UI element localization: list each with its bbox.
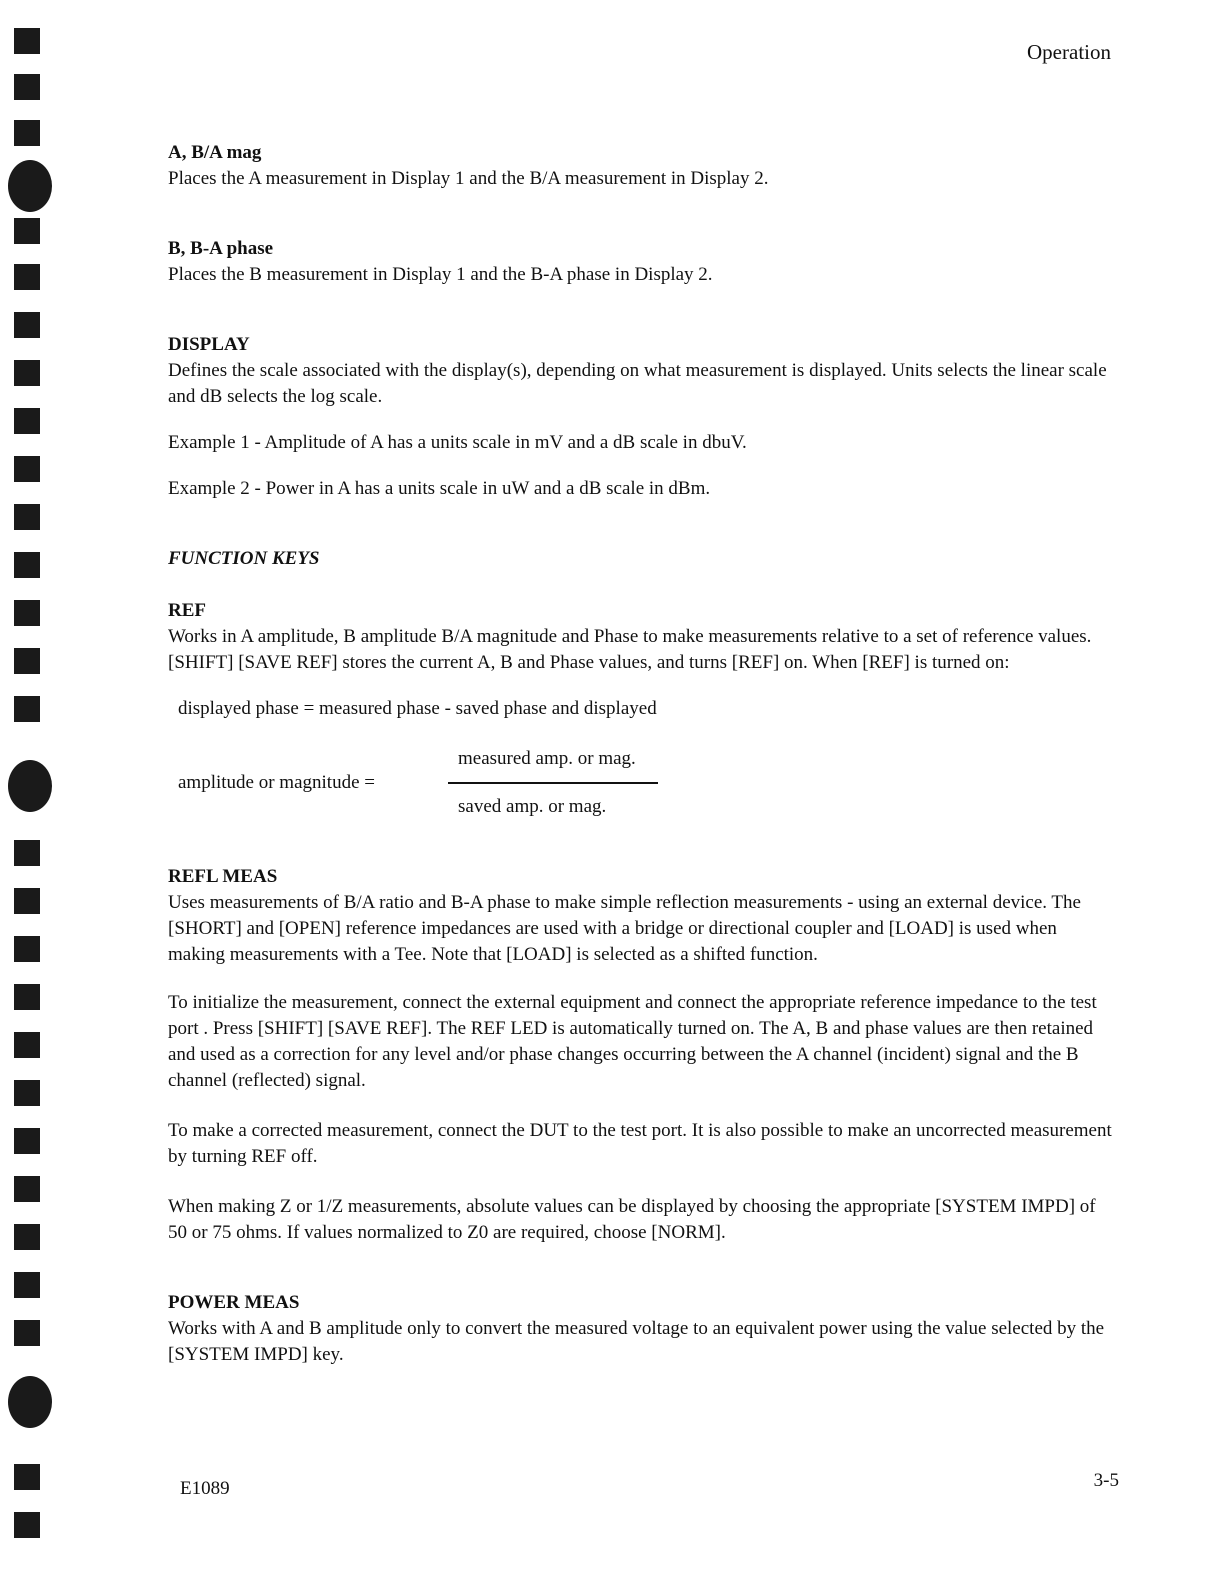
section-title: DISPLAY [168,334,250,355]
binder-mark [14,408,40,434]
binder-mark [14,504,40,530]
section-title: A, B/A mag [168,142,262,163]
binder-mark [14,1512,40,1538]
function-keys-heading: FUNCTION KEYS [168,548,320,569]
example-2: Example 2 - Power in A has a units scale in uW and a dB scale in dBm. [168,478,711,499]
binder-mark [14,1080,40,1106]
page-number: 3-5 [1093,1470,1119,1491]
binder-mark [14,1320,40,1346]
section-text: Places the A measurement in Display 1 and the B/A measurement in Display 2. [168,168,769,189]
punch-hole [8,760,52,812]
section-title: REFL MEAS [168,866,278,887]
refl-para-3: To make a corrected measurement, connect the DUT to the test port. It is also possible to make an uncorrected measurement by turning REF off. [168,1120,1112,1167]
section-text: Places the B measurement in Display 1 and the B-A phase in Display 2. [168,264,713,285]
section-refl-meas [168,864,1118,968]
binder-mark [14,648,40,674]
document-id: E1089 [180,1478,230,1499]
section-text: Defines the scale associated with the display(s), depending on what measurement is displayed. Units selects the linear scale and dB selects the log scale. [168,360,1107,407]
binder-mark [14,840,40,866]
section-display [168,332,1118,410]
binder-mark [14,360,40,386]
binder-mark [14,1224,40,1250]
ref-formulas [178,696,1118,820]
section-b-phase [168,236,1118,288]
refl-para-4: When making Z or 1/Z measurements, absolute values can be displayed by choosing the appropriate [SYSTEM IMPD] of 50 or 75 ohms. If values normalized to Z0 are required, choose [NORM]. [168,1196,1096,1243]
section-text: Works with A and B amplitude only to convert the measured voltage to an equivalent power using the value selected by the [SYSTEM IMPD] key. [168,1318,1105,1365]
binder-mark [14,888,40,914]
fraction [448,746,658,820]
binder-mark [14,1176,40,1202]
main-content [168,140,1118,1398]
example-1: Example 1 - Amplitude of A has a units scale in mV and a dB scale in dbuV. [168,432,747,453]
binder-mark [14,984,40,1010]
binder-mark [14,28,40,54]
binder-mark [14,936,40,962]
binder-mark [14,312,40,338]
amplitude-formula [178,746,1118,820]
section-text: Uses measurements of B/A ratio and B-A phase to make simple reflection measurements - using an external device. The [SHORT] and [OPEN] reference impedances are used with a bridge or directional coupler and [LOAD] is used when making measurements with a Tee. Note that [LOAD] is selected as a shifted function. [168,892,1081,965]
binder-mark [14,1032,40,1058]
binder-mark [14,1128,40,1154]
formula-label: amplitude or magnitude = [178,772,375,793]
binder-mark [14,1464,40,1490]
fraction-denominator: saved amp. or mag. [458,796,607,817]
section-power-meas [168,1290,1118,1368]
binder-mark [14,120,40,146]
binder-mark [14,552,40,578]
binder-mark [14,600,40,626]
binder-mark [14,264,40,290]
binder-mark [14,696,40,722]
punch-hole [8,1376,52,1428]
binder-mark [14,1272,40,1298]
fraction-numerator: measured amp. or mag. [458,748,636,769]
binder-mark [14,74,40,100]
running-head: Operation [1027,40,1111,64]
section-ref [168,598,1118,676]
refl-para-2: To initialize the measurement, connect the external equipment and connect the appropriate reference impedance to the test port . Press [SHIFT] [SAVE REF]. The REF LED is automatically turned on. The A, B and phase values are then retained and used as a correction for any level and/or phase changes occurring between the A channel (incident) signal and the B channel (reflected) signal. [168,992,1097,1091]
binder-mark [14,218,40,244]
punch-hole [8,160,52,212]
section-title: POWER MEAS [168,1292,300,1313]
binder-mark [14,456,40,482]
section-text: Works in A amplitude, B amplitude B/A magnitude and Phase to make measurements relative to a set of reference values. [SHIFT] [SAVE REF] stores the current A, B and Phase values, and turns [REF] on. When [REF] is turned on: [168,626,1092,673]
phase-formula: displayed phase = measured phase - saved phase and displayed [178,698,657,719]
section-title: REF [168,600,206,621]
section-title: B, B-A phase [168,238,274,259]
binder-margin [8,0,48,1584]
section-ab-mag [168,140,1118,192]
